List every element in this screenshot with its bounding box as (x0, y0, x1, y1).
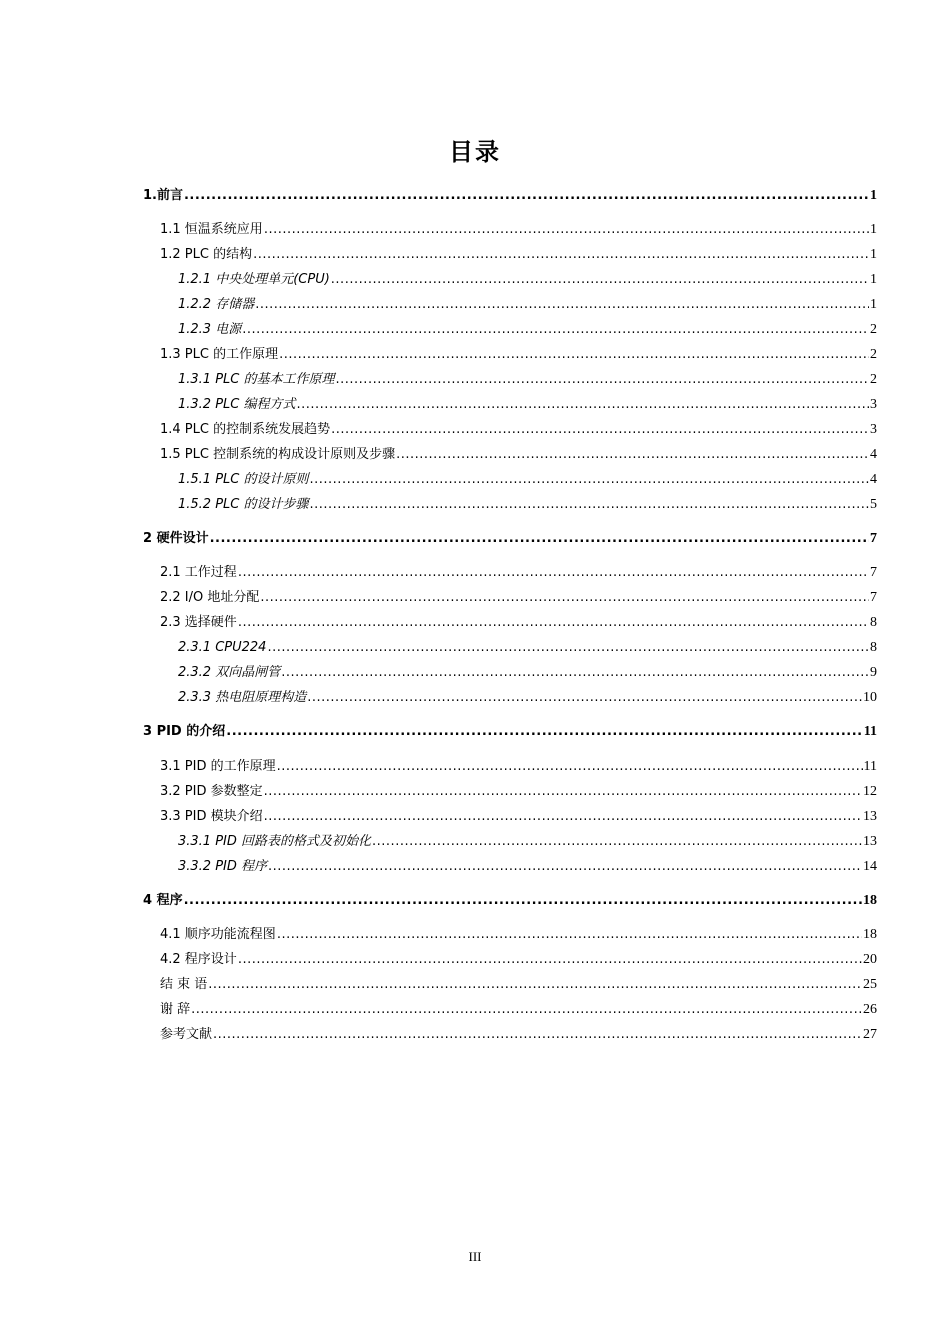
toc-entry-page: 11 (863, 724, 877, 739)
toc-entry-page: 10 (863, 690, 877, 705)
toc-entry[interactable] (160, 759, 877, 775)
toc-entry-page: 4 (870, 447, 877, 462)
toc-entry-page: 7 (870, 565, 877, 580)
toc-entry[interactable] (160, 809, 877, 825)
toc-dot-leader (238, 952, 862, 968)
toc-entry-page: 20 (863, 952, 877, 967)
toc-entry-label: 2.3.2 双向晶闸管 (178, 665, 281, 680)
toc-entry-page: 3 (870, 422, 877, 437)
toc-entry-page: 26 (863, 1002, 877, 1017)
toc-entry-page: 18 (863, 927, 877, 942)
toc-dot-leader (310, 472, 869, 488)
toc-entry[interactable] (160, 347, 877, 363)
toc-entry[interactable] (160, 615, 877, 631)
toc-entry-page: 25 (863, 977, 877, 992)
toc-dot-leader (297, 397, 869, 413)
toc-entry-label: 1.前言 (143, 188, 183, 203)
toc-entry-page: 2 (870, 322, 877, 337)
toc-entry[interactable] (178, 297, 877, 313)
toc-entry-label: 2.1 工作过程 (160, 565, 237, 580)
toc-entry[interactable] (178, 372, 877, 388)
toc-entry-page: 7 (870, 590, 877, 605)
toc-entry[interactable] (160, 952, 877, 968)
toc-entry[interactable] (178, 640, 877, 656)
toc-dot-leader (267, 640, 869, 656)
toc-entry-label: 1.2.1 中央处理单元(CPU) (178, 272, 330, 287)
toc-dot-leader (213, 1027, 862, 1043)
toc-entry[interactable] (160, 247, 877, 263)
toc-dot-leader (238, 615, 869, 631)
toc-entry-page: 12 (863, 784, 877, 799)
toc-entry[interactable] (143, 531, 877, 547)
toc-dot-leader (277, 759, 863, 775)
toc-entry[interactable] (143, 188, 877, 204)
toc-entry[interactable] (178, 497, 877, 513)
toc-dot-leader (184, 188, 869, 204)
toc-entry-page: 3 (870, 397, 877, 412)
toc-dot-leader (242, 322, 869, 338)
toc-dot-leader (264, 809, 862, 825)
toc-entry-label: 1.5.2 PLC 的设计步骤 (178, 497, 309, 512)
toc-entry[interactable] (143, 893, 877, 909)
toc-entry-label: 1.2.3 电源 (178, 322, 242, 337)
toc-entry[interactable] (160, 447, 877, 463)
toc-dot-leader (226, 724, 863, 740)
toc-dot-leader (277, 927, 862, 943)
toc-dot-leader (331, 422, 869, 438)
toc-entry-label: 2.3.3 热电阻原理构造 (178, 690, 307, 705)
toc-dot-leader (208, 977, 862, 993)
toc-entry[interactable] (160, 977, 877, 993)
toc-entry-label: 4 程序 (143, 893, 183, 908)
page-number-footer: III (468, 1249, 482, 1264)
toc-dot-leader (253, 247, 869, 263)
toc-entry[interactable] (178, 322, 877, 338)
toc-dot-leader (238, 565, 869, 581)
toc-dot-leader (310, 497, 869, 513)
toc-entry[interactable] (160, 927, 877, 943)
toc-dot-leader (260, 590, 869, 606)
toc-entry-page: 7 (870, 531, 877, 546)
toc-entry-page: 1 (870, 272, 877, 287)
toc-entry-label: 1.1 恒温系统应用 (160, 222, 263, 237)
toc-entry-label: 2.2 I/O 地址分配 (160, 590, 260, 605)
toc-dot-leader (184, 893, 862, 909)
toc-entry-page: 1 (870, 188, 877, 203)
toc-entry-label: 谢 辞 (160, 1002, 191, 1017)
toc-entry-label: 4.2 程序设计 (160, 952, 237, 967)
toc-dot-leader (210, 531, 869, 547)
toc-entry-page: 1 (870, 222, 877, 237)
toc-dot-leader (191, 1002, 862, 1018)
toc-entry[interactable] (143, 724, 877, 740)
toc-dot-leader (264, 222, 869, 238)
toc-entry[interactable] (178, 859, 877, 875)
toc-entry-label: 1.2 PLC 的结构 (160, 247, 253, 262)
toc-entry[interactable] (160, 565, 877, 581)
toc-entry[interactable] (178, 397, 877, 413)
toc-entry[interactable] (160, 1002, 877, 1018)
toc-entry-label: 3.3.2 PID 程序 (178, 859, 268, 874)
toc-entry-page: 8 (870, 615, 877, 630)
toc-entry-page: 4 (870, 472, 877, 487)
toc-entry-page: 27 (863, 1027, 877, 1042)
toc-entry-label: 4.1 顺序功能流程图 (160, 927, 276, 942)
toc-entry-label: 结 束 语 (160, 977, 208, 992)
toc-entry-label: 1.3.1 PLC 的基本工作原理 (178, 372, 335, 387)
toc-dot-leader (279, 347, 869, 363)
toc-dot-leader (264, 784, 862, 800)
toc-dot-leader (268, 859, 862, 875)
toc-entry-page: 13 (863, 809, 877, 824)
toc-entry-label: 2.3.1 CPU224 (178, 640, 267, 655)
toc-entry-label: 1.5.1 PLC 的设计原则 (178, 472, 309, 487)
toc-dot-leader (307, 690, 862, 706)
toc-entry-label: 3.2 PID 参数整定 (160, 784, 263, 799)
toc-dot-leader (336, 372, 869, 388)
toc-dot-leader (331, 272, 869, 288)
toc-entry-page: 1 (870, 297, 877, 312)
toc-entry-label: 1.3.2 PLC 编程方式 (178, 397, 296, 412)
toc-entry[interactable] (160, 784, 877, 800)
toc-dot-leader (396, 447, 869, 463)
toc-entry-page: 18 (863, 893, 877, 908)
toc-entry[interactable] (178, 272, 877, 288)
toc-entry-page: 13 (863, 834, 877, 849)
toc-entry-label: 1.5 PLC 控制系统的构成设计原则及步骤 (160, 447, 396, 462)
toc-entry-label: 3.3 PID 模块介绍 (160, 809, 263, 824)
toc-entry[interactable] (178, 665, 877, 681)
toc-entry-page: 2 (870, 347, 877, 362)
toc-entry[interactable] (178, 472, 877, 488)
toc-entry-label: 1.2.2 存储器 (178, 297, 255, 312)
toc-entry-label: 3.3.1 PID 回路表的格式及初始化 (178, 834, 372, 849)
toc-entry-label: 2 硬件设计 (143, 531, 209, 546)
toc-entry-page: 8 (870, 640, 877, 655)
toc-dot-leader (372, 834, 862, 850)
toc-entry-label: 参考文献 (160, 1027, 213, 1042)
toc-entry-label: 3.1 PID 的工作原理 (160, 759, 276, 774)
toc-entry[interactable] (160, 590, 877, 606)
toc-entry[interactable] (178, 690, 877, 706)
toc-dot-leader (255, 297, 869, 313)
toc-entry-page: 1 (870, 247, 877, 262)
toc-entry-label: 3 PID 的介绍 (143, 724, 226, 739)
toc-dot-leader (281, 665, 869, 681)
toc-entry[interactable] (160, 1027, 877, 1043)
toc-entry-page: 14 (863, 859, 877, 874)
toc-entry-page: 2 (870, 372, 877, 387)
toc-entry-page: 11 (863, 759, 877, 774)
toc-entry-page: 5 (870, 497, 877, 512)
toc-entry[interactable] (160, 222, 877, 238)
toc-entry-page: 9 (870, 665, 877, 680)
toc-entry-label: 2.3 选择硬件 (160, 615, 237, 630)
toc-entry-label: 1.3 PLC 的工作原理 (160, 347, 279, 362)
toc-entry[interactable] (160, 422, 877, 438)
toc-title: 目录 (449, 138, 501, 166)
toc-entry-label: 1.4 PLC 的控制系统发展趋势 (160, 422, 331, 437)
toc-entry[interactable] (178, 834, 877, 850)
